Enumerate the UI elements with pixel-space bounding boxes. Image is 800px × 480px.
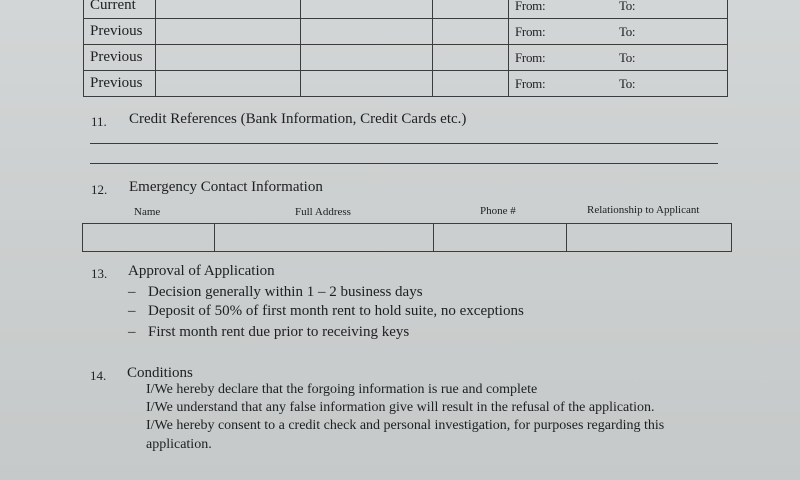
- table-row: [84, 71, 728, 97]
- section-13-number: 13.: [91, 266, 108, 281]
- residence-history-table: [83, 0, 728, 97]
- section-13-title: Approval of Application: [128, 263, 275, 279]
- condition-line-3: I/We hereby consent to a credit check and personal investigation, for purposes regarding this: [146, 418, 665, 433]
- row-label: Previous: [84, 45, 156, 71]
- from-label: From:: [515, 0, 546, 13]
- row-label: Previous: [84, 71, 156, 97]
- row-label: Previous: [84, 19, 156, 45]
- column-header-phone: Phone #: [480, 205, 516, 217]
- emergency-contact-table: [82, 223, 732, 252]
- to-label: To:: [619, 75, 636, 91]
- table-row: [83, 224, 732, 252]
- condition-line-2: I/We understand that any false information give will result in the refusal of the application.: [146, 400, 655, 415]
- from-label: From:: [515, 75, 546, 91]
- table-row: [84, 45, 728, 71]
- landlord-cell[interactable]: [301, 19, 433, 45]
- to-label: To:: [619, 23, 636, 39]
- contact-address-cell[interactable]: [215, 224, 434, 252]
- section-11-title: Credit References (Bank Information, Credit Cards etc.): [129, 111, 467, 127]
- address-cell[interactable]: [156, 71, 301, 97]
- column-header-relationship: Relationship to Applicant: [587, 204, 700, 216]
- dates-cell[interactable]: [509, 19, 728, 45]
- contact-phone-cell[interactable]: [434, 224, 567, 252]
- list-item: [128, 324, 409, 341]
- table-row: [84, 0, 728, 19]
- dash-marker: –: [128, 284, 136, 300]
- section-12-number: 12.: [91, 182, 108, 197]
- approval-bullet-1: Decision generally within 1 – 2 business days: [148, 284, 423, 300]
- credit-references-line-2[interactable]: [90, 163, 718, 164]
- phone-cell[interactable]: [433, 19, 509, 45]
- column-header-name: Name: [134, 206, 161, 218]
- section-12-title: Emergency Contact Information: [129, 179, 323, 195]
- phone-cell[interactable]: [433, 45, 509, 71]
- condition-line-4: application.: [146, 437, 212, 452]
- phone-cell[interactable]: [433, 0, 509, 19]
- table-row: [84, 19, 728, 45]
- address-cell[interactable]: [156, 0, 301, 19]
- landlord-cell[interactable]: [301, 0, 433, 19]
- section-11-number: 11.: [91, 114, 107, 129]
- condition-line-1: I/We hereby declare that the forgoing information is rue and complete: [146, 382, 538, 397]
- from-label: From:: [515, 49, 546, 65]
- dash-marker: –: [128, 324, 136, 340]
- dates-cell[interactable]: [509, 45, 728, 71]
- credit-references-line-1[interactable]: [90, 143, 718, 144]
- section-14-title: Conditions: [127, 365, 193, 381]
- list-item: [128, 284, 423, 301]
- to-label: To:: [619, 49, 636, 65]
- address-cell[interactable]: [156, 45, 301, 71]
- landlord-cell[interactable]: [301, 45, 433, 71]
- section-14-number: 14.: [90, 368, 107, 383]
- phone-cell[interactable]: [433, 71, 509, 97]
- to-label: To:: [619, 0, 636, 13]
- dates-cell[interactable]: [509, 0, 728, 19]
- dash-marker: –: [128, 303, 136, 319]
- contact-relationship-cell[interactable]: [567, 224, 732, 252]
- column-header-address: Full Address: [295, 206, 351, 218]
- from-label: From:: [515, 23, 546, 39]
- row-label: Current: [84, 0, 156, 19]
- list-item: [128, 303, 524, 320]
- contact-name-cell[interactable]: [83, 224, 215, 252]
- approval-bullet-2: Deposit of 50% of first month rent to hold suite, no exceptions: [148, 303, 524, 319]
- address-cell[interactable]: [156, 19, 301, 45]
- approval-bullet-3: First month rent due prior to receiving keys: [148, 324, 410, 340]
- dates-cell[interactable]: [509, 71, 728, 97]
- landlord-cell[interactable]: [301, 71, 433, 97]
